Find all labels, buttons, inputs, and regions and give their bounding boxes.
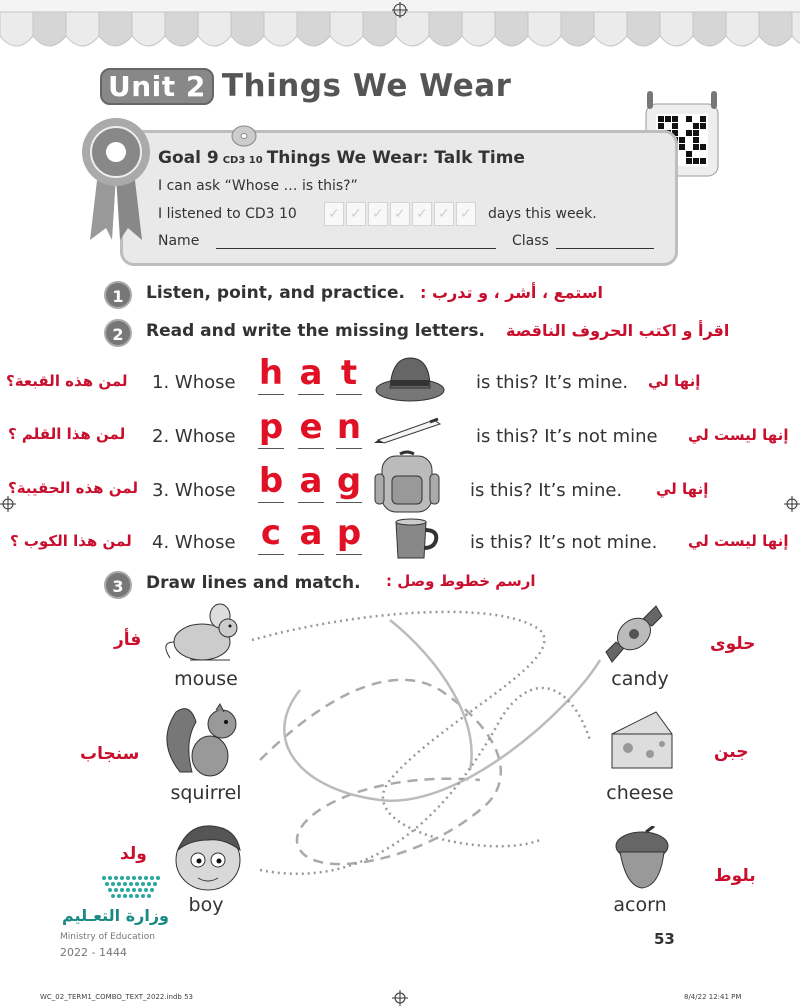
section-2-text: Read and write the missing letters. (146, 321, 485, 341)
exercise-arabic-question: لمن هذه الحقيبة؟ (8, 479, 138, 497)
boy-icon (168, 820, 248, 894)
registration-mark-icon (392, 990, 408, 1006)
section-1-text: Listen, point, and practice. (146, 283, 405, 303)
unit-badge: Unit 2 (100, 68, 214, 105)
missing-letter[interactable]: h (258, 353, 284, 393)
section-3-number: 3 (104, 571, 132, 599)
class-field[interactable] (556, 248, 654, 249)
day-checkbox[interactable]: ✓ (324, 202, 344, 226)
unit-title (100, 68, 511, 105)
match-left-arabic: سنجاب (80, 744, 140, 764)
missing-letter[interactable]: p (336, 513, 362, 553)
day-checkbox[interactable]: ✓ (368, 202, 388, 226)
missing-letter[interactable]: t (340, 353, 358, 393)
exercise-arabic-question: لمن هذه القبعة؟ (6, 372, 128, 390)
print-date: 8/4/22 12:41 PM (684, 993, 742, 1001)
letter-blank (258, 554, 284, 555)
match-right-arabic: جبن (714, 742, 749, 762)
match-word-right[interactable]: acorn (613, 894, 667, 916)
letter-blank (258, 394, 284, 395)
can-ask-text: I can ask “Whose … is this?” (158, 178, 358, 194)
match-word-left[interactable]: boy (188, 894, 224, 916)
letter-blank (336, 394, 362, 395)
pen-icon (372, 414, 446, 444)
match-word-right[interactable]: candy (611, 668, 669, 690)
match-right-arabic: حلوى (710, 634, 756, 654)
day-checkbox[interactable]: ✓ (390, 202, 410, 226)
day-checkbox[interactable]: ✓ (456, 202, 476, 226)
exercise-prefix: 3. Whose (152, 480, 236, 501)
section-3-arabic: ارسم خطوط وصل : (386, 572, 536, 590)
file-info: WC_02_TERM1_COMBO_TEXT_2022.indb 53 (40, 993, 193, 1001)
section-3-text: Draw lines and match. (146, 573, 361, 593)
awning-decoration (0, 0, 800, 60)
missing-letter[interactable]: n (336, 407, 362, 447)
backpack-icon (372, 450, 442, 516)
hat-icon (372, 352, 448, 404)
registration-mark-icon (784, 496, 800, 512)
match-word-left[interactable]: mouse (174, 668, 238, 690)
letter-blank (258, 502, 284, 503)
match-left-arabic: ولد (120, 844, 147, 864)
exercise-arabic-answer: إنها لي (648, 372, 701, 390)
letter-blank (336, 554, 362, 555)
exercise-prefix: 4. Whose (152, 532, 236, 553)
exercise-arabic-answer: إنها ليست لي (688, 532, 789, 550)
cheese-icon (606, 706, 676, 776)
letter-blank (258, 448, 284, 449)
exercise-suffix: is this? It’s not mine (476, 426, 658, 447)
letter-blank (298, 394, 324, 395)
letter-blank (298, 554, 324, 555)
exercise-suffix: is this? It’s mine. (470, 480, 623, 501)
rosette-icon (76, 112, 156, 242)
exercise-arabic-answer: إنها ليست لي (688, 426, 789, 444)
ministry-arabic: وزارة التعـليم (62, 906, 169, 925)
ministry-logo-icon (100, 874, 164, 904)
missing-letter[interactable]: e (299, 407, 323, 447)
letter-blank (298, 448, 324, 449)
missing-letter[interactable]: a (299, 461, 323, 501)
missing-letter[interactable]: a (299, 353, 323, 393)
candy-icon (602, 602, 670, 668)
exercise-prefix: 1. Whose (152, 372, 236, 393)
exercise-arabic-answer: إنها لي (656, 480, 709, 498)
class-label: Class (512, 233, 549, 249)
letter-blank (336, 448, 362, 449)
listened-text: I listened to CD3 10 (158, 206, 297, 222)
section-1-arabic: استمع ، أشر ، و تدرب : (420, 283, 604, 302)
cd-disc-icon (230, 124, 258, 148)
mouse-icon (160, 602, 246, 664)
section-2-number: 2 (104, 319, 132, 347)
acorn-icon (606, 826, 676, 892)
match-right-arabic: بلوط (714, 866, 756, 886)
missing-letter[interactable]: b (258, 461, 284, 501)
exercise-arabic-question: لمن هذا القلم ؟ (8, 425, 126, 443)
missing-letter[interactable]: a (299, 513, 323, 553)
missing-letter[interactable]: p (258, 407, 284, 447)
name-label: Name (158, 233, 200, 249)
day-checkbox[interactable]: ✓ (434, 202, 454, 226)
registration-mark-icon (0, 496, 16, 512)
section-2-arabic: اقرأ و اكتب الحروف الناقصة (506, 321, 730, 340)
goal-label: Goal 9 (158, 148, 219, 168)
ministry-english: Ministry of Education (60, 932, 155, 942)
section-1-number: 1 (104, 281, 132, 309)
match-left-arabic: فأر (114, 630, 142, 650)
letter-blank (298, 502, 324, 503)
exercise-arabic-question: لمن هذا الكوب ؟ (10, 532, 132, 550)
squirrel-icon (160, 702, 250, 780)
page-number: 53 (654, 930, 675, 948)
goal-line (158, 148, 525, 168)
cd-label: CD3 10 (222, 155, 263, 166)
unit-title-text: Things We Wear (221, 68, 512, 104)
exercise-suffix: is this? It’s mine. (476, 372, 629, 393)
exercise-suffix: is this? It’s not mine. (470, 532, 658, 553)
exercise-prefix: 2. Whose (152, 426, 236, 447)
letter-blank (336, 502, 362, 503)
match-word-left[interactable]: squirrel (170, 782, 242, 804)
missing-letter[interactable]: c (260, 513, 282, 553)
match-word-right[interactable]: cheese (606, 782, 674, 804)
missing-letter[interactable]: g (336, 461, 362, 501)
name-field[interactable] (216, 248, 496, 249)
cup-icon (392, 516, 440, 562)
day-checkbox[interactable]: ✓ (412, 202, 432, 226)
tangled-match-lines[interactable] (240, 600, 610, 900)
ministry-year: 2022 - 1444 (60, 946, 127, 959)
days-text: days this week. (488, 206, 597, 222)
day-checkboxes (324, 202, 476, 224)
day-checkbox[interactable]: ✓ (346, 202, 366, 226)
goal-title: Things We Wear: Talk Time (266, 148, 525, 168)
